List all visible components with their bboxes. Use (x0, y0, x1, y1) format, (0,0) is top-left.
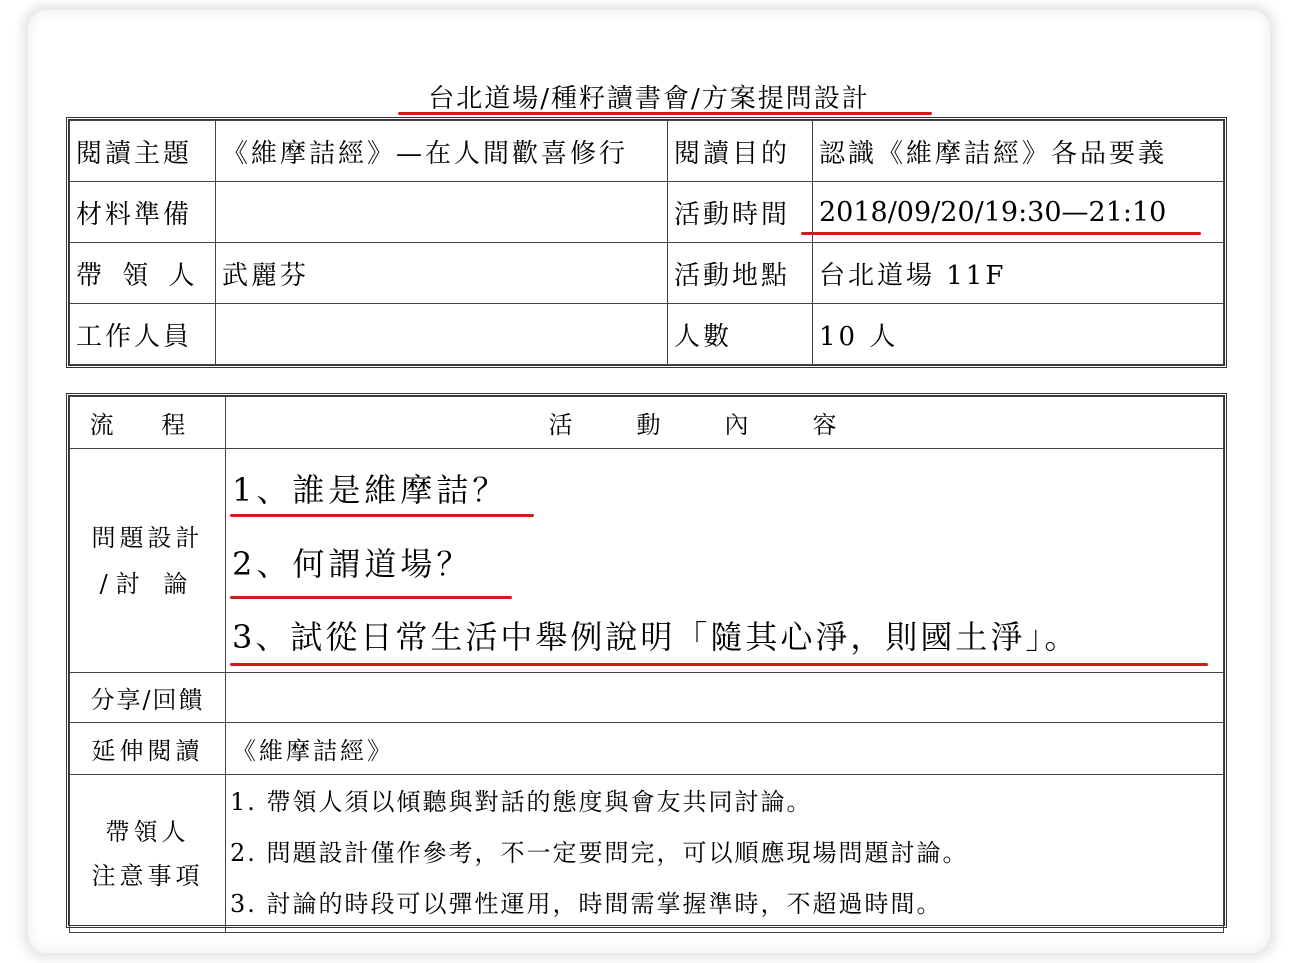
question-3: 3、試從日常生活中舉例說明「隨其心淨，則國土淨」。 (232, 617, 1080, 656)
info-row-staff (70, 304, 1224, 365)
discussion-label (70, 449, 226, 673)
question-2: 2、何謂道場？ (232, 544, 473, 583)
time-underline (801, 232, 1201, 235)
extended-row (70, 723, 1224, 775)
count-label: 人數 (668, 304, 813, 365)
place-label: 活動地點 (668, 243, 813, 304)
header-content: 活動內容 (226, 397, 1224, 449)
flow-header-row (70, 397, 1224, 449)
purpose-label: 閱讀目的 (668, 121, 813, 182)
discussion-label-line1: 問題設計 (91, 523, 204, 552)
questions-list (230, 451, 1219, 671)
leader-value: 武麗芬 (216, 243, 668, 304)
staff-value (216, 304, 668, 365)
question-1-underline (230, 514, 534, 517)
info-table (66, 117, 1227, 368)
purpose-value: 認識《維摩詰經》各品要義 (813, 121, 1224, 182)
place-value: 台北道場 11F (813, 243, 1224, 304)
notes-row (70, 775, 1224, 933)
staff-label: 工作人員 (70, 304, 216, 365)
questions-cell (226, 449, 1224, 673)
leader-label: 帶 領 人 (70, 243, 216, 304)
material-value (216, 182, 668, 243)
discussion-row (70, 449, 1224, 673)
note-1: 1. 帶領人須以傾聽與對話的態度與會友共同討論。 (230, 788, 813, 816)
question-2-underline (230, 596, 512, 599)
count-value: 10 人 (813, 304, 1224, 365)
extended-label: 延伸閱讀 (70, 723, 226, 775)
share-row (70, 673, 1224, 723)
info-row-leader (70, 243, 1224, 304)
share-value (226, 673, 1224, 723)
note-2: 2. 問題設計僅作參考，不一定要問完，可以順應現場問題討論。 (230, 839, 969, 867)
title-underline (398, 112, 932, 115)
question-3-underline (230, 663, 1208, 666)
time-value: 2018/09/20/19:30—21:10 (813, 182, 1224, 243)
material-label: 材料準備 (70, 182, 216, 243)
extended-value: 《維摩詰經》 (226, 723, 1224, 775)
document-title: 台北道場/種籽讀書會/方案提問設計 (428, 84, 870, 114)
flow-table (66, 393, 1227, 928)
notes-label (70, 775, 226, 933)
info-row-theme (70, 121, 1224, 182)
notes-label-line2: 注意事項 (91, 861, 204, 890)
notes-label-line1: 帶領人 (105, 817, 190, 846)
time-label: 活動時間 (668, 182, 813, 243)
note-3: 3. 討論的時段可以彈性運用，時間需掌握準時，不超過時間。 (230, 890, 943, 918)
share-label: 分享/回饋 (70, 673, 226, 723)
theme-label: 閱讀主題 (70, 121, 216, 182)
notes-cell (226, 775, 1224, 933)
theme-value: 《維摩詰經》—在人間歡喜修行 (216, 121, 668, 182)
discussion-label-line2: /討 論 (99, 569, 196, 598)
header-process: 流 程 (70, 397, 226, 449)
question-1: 1、誰是維摩詰？ (232, 470, 509, 509)
